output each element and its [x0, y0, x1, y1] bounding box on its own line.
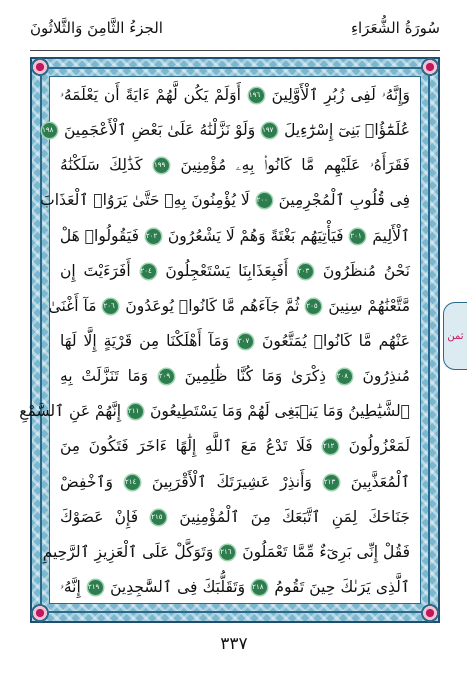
verse-text: مُنذِرُونَ: [362, 367, 410, 386]
ayah-number-marker: ٢٠٣: [298, 264, 313, 279]
verse-line: [60, 155, 410, 175]
verse-text: ثُمَّ جَآءَهُم مَّا كَانُوا۟ يُوعَدُونَ: [125, 296, 300, 315]
verse-text: فَلَا تَدْعُ مَعَ ٱللَّهِ إِلَٰهًا ءَاخَرَ فَتَكُونَ مِنَ: [60, 437, 313, 456]
verse-text: أَوَلَمْ يَكُن لَّهُمْ ءَايَةً أَن يَعْلَمَهُۥ: [60, 86, 241, 104]
ayah-number-marker: ٢٠٢: [146, 229, 161, 244]
corner-rosette-icon: [420, 57, 440, 77]
ayah-number-marker: ٢٠٧: [238, 334, 253, 349]
verse-text: مَآ أَغْنَىٰ: [48, 296, 97, 315]
ayah-number-marker: ٢١١: [128, 404, 143, 419]
verse-text: عَنْهُم مَّا كَانُوا۟ يُمَتَّعُونَ: [261, 331, 410, 350]
verse-text: وَمَا تَنَزَّلَتْ بِهِ: [60, 367, 149, 386]
verse-text: وَلَوْ نَزَّلْنَٰهُ عَلَىٰ بَعْضِ ٱلْأَعْجَمِينَ: [64, 121, 256, 140]
ayah-number-marker: ٢١٩: [88, 580, 103, 595]
verse-line: [60, 85, 410, 105]
page-header: [30, 10, 440, 46]
ayah-number-marker: ٢٠٨: [337, 369, 352, 384]
verse-line: [60, 331, 410, 351]
ayah-number-marker: ١٩٧: [262, 123, 277, 138]
surah-name: سُورَةُ الشُّعَرَاءِ: [350, 19, 440, 37]
verse-text: فَقُلْ إِنِّى بَرِىٓءٌ مِّمَّا تَعْمَلُونَ: [242, 542, 410, 561]
header-divider: [30, 50, 440, 51]
verse-line: [40, 190, 410, 210]
verse-text: لَا يُؤْمِنُونَ بِهِۦ حَتَّىٰ يَرَوُا۟ ٱلْعَذَابَ: [40, 191, 250, 210]
corner-rosette-icon: [30, 603, 50, 623]
ayah-number-marker: ٢٠٩: [159, 369, 174, 384]
verse-text: ٱلْمُعَذَّبِينَ: [350, 472, 410, 491]
ornamental-frame: [19, 57, 440, 623]
verse-line: [60, 436, 410, 456]
verse-text: وَتَوَكَّلْ عَلَى ٱلْعَزِيزِ ٱلرَّحِيمِ: [42, 542, 214, 561]
verse-text: فَقَرَأَهُۥ عَلَيْهِم مَّا كَانُوا۟ بِهِۦ مُؤْمِنِينَ: [180, 156, 410, 175]
verse-text: وَمَآ أَهْلَكْنَا مِن قَرْيَةٍ إِلَّا لَهَا: [60, 331, 230, 350]
ayah-number-marker: ١٩٩: [154, 158, 169, 173]
verse-line: [42, 120, 410, 140]
verse-line: [60, 226, 410, 246]
verse-text: وَإِنَّهُۥ لَفِى زُبُرِ ٱلْأَوَّلِينَ: [271, 86, 410, 104]
verse-line: [60, 366, 410, 386]
verse-line: [60, 472, 410, 492]
verse-text: أَفَبِعَذَابِنَا يَسْتَعْجِلُونَ: [165, 261, 289, 280]
ayah-number-marker: ٢٠٠: [257, 193, 272, 208]
juz-label: الجزءُ الثَّامِنَ وَالثَّلاثُونَ: [30, 19, 163, 37]
verse-text: فَإِنْ عَصَوْكَ: [60, 507, 139, 526]
verse-text: فَيَأْتِيَهُم بَغْتَةً وَهُمْ لَا يَشْعُرُونَ: [167, 226, 344, 245]
verse-text: إِنَّهُمْ عَنِ ٱلسَّمْعِ: [19, 402, 122, 421]
corner-rosette-icon: [30, 57, 50, 77]
ayah-number-marker: ٢٠٤: [141, 264, 156, 279]
corner-rosette-icon: [420, 603, 440, 623]
verse-line: [60, 577, 410, 597]
verse-text: فِى قُلُوبِ ٱلْمُجْرِمِينَ: [278, 191, 410, 210]
verse-text: وَأَنذِرْ عَشِيرَتَكَ ٱلْأَقْرَبِينَ: [151, 472, 312, 491]
eighth-marker-label: ثمن: [447, 330, 464, 342]
ayah-number-marker: ٢٠٦: [103, 299, 118, 314]
verse-text: ذِكْرَىٰ وَمَا كُنَّا ظَٰلِمِينَ: [184, 367, 326, 386]
verse-line: [48, 296, 410, 316]
ayah-number-marker: ٢١٢: [323, 439, 338, 454]
eighth-marker-tab: [443, 302, 467, 370]
verse-text: عُلَمَٰٓؤُا۟ بَنِىٓ إِسْرَٰٓءِيلَ: [284, 121, 410, 140]
verse-text: جَنَاحَكَ لِمَنِ ٱتَّبَعَكَ مِنَ ٱلْمُؤْمِنِينَ: [179, 507, 410, 526]
ayah-number-marker: ٢١٦: [220, 545, 235, 560]
verse-text: نَحْنُ مُنظَرُونَ: [322, 261, 410, 280]
verse-text: ٱلشَّيَٰطِينُ وَمَا يَنۢبَغِى لَهُمْ وَمَا يَسْتَطِيعُونَ: [149, 402, 410, 421]
ayah-number-marker: ٢١٥: [151, 510, 166, 525]
ayah-number-marker: ٢١٤: [125, 475, 140, 490]
verse-text: لَمَعْزُولُونَ: [348, 437, 410, 456]
ayah-number-marker: ١٩٨: [42, 123, 57, 138]
verse-text: إِنَّهُۥ: [60, 577, 81, 596]
verse-line: [19, 401, 410, 421]
verse-line: [60, 507, 410, 527]
verse-text: أَفَرَءَيْتَ إِن: [60, 261, 131, 280]
verse-text: ٱلْأَلِيمَ: [372, 226, 410, 245]
verse-text-panel: [19, 76, 421, 604]
ayah-number-marker: ٢١٣: [324, 475, 339, 490]
verse-text: وَٱخْفِضْ: [60, 472, 113, 491]
verse-text: ٱلَّذِى يَرَىٰكَ حِينَ تَقُومُ: [274, 577, 410, 596]
ayah-number-marker: ٢١٨: [252, 580, 267, 595]
ayah-number-marker: ٢٠٥: [306, 299, 321, 314]
verse-line: [60, 261, 410, 281]
page-number: ٣٣٧: [220, 634, 248, 654]
verse-text: كَذَٰلِكَ سَلَكْنَٰهُ: [60, 156, 143, 175]
ayah-number-marker: ٢٠١: [350, 229, 365, 244]
ayah-number-marker: ١٩٦: [249, 88, 264, 103]
verse-text: فَيَقُولُوا۟ هَلْ: [59, 226, 139, 245]
verse-text: وَتَقَلُّبَكَ فِى ٱلسَّٰجِدِينَ: [110, 577, 246, 596]
verse-line: [42, 542, 410, 562]
verse-text: مَّتَّعْنَٰهُمْ سِنِينَ: [328, 296, 410, 315]
